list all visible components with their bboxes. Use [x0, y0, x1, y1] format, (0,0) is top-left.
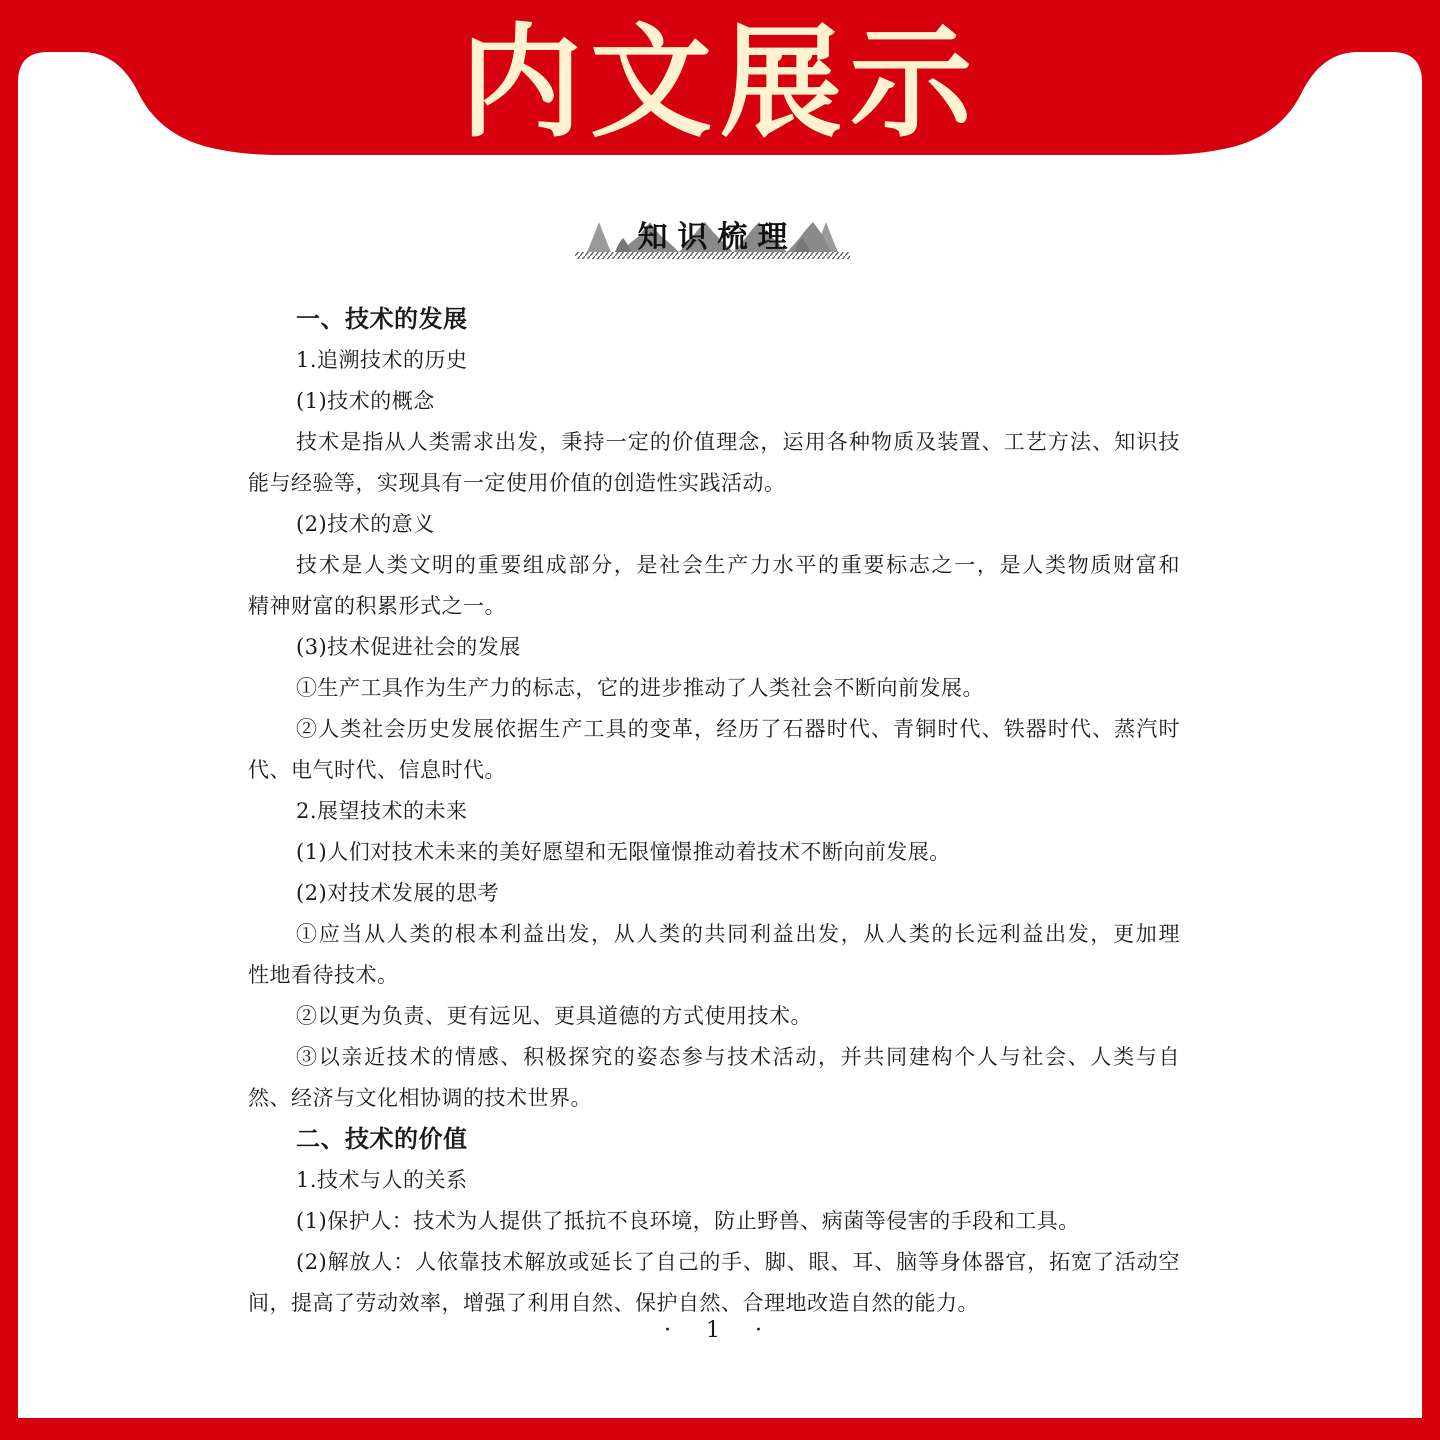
- paragraph-line: ②以更为负责、更有远见、更具道德的方式使用技术。: [296, 1004, 812, 1028]
- section-heading: [575, 208, 850, 270]
- subheading: (1)技术的概念: [296, 389, 435, 413]
- paragraph-line: 能与经验等，实现具有一定使用价值的创造性实践活动。: [248, 471, 786, 495]
- heading-tech-value: 二、技术的价值: [296, 1125, 468, 1153]
- paragraph-line: (1)保护人：技术为人提供了抵抗不良环境，防止野兽、病菌等侵害的手段和工具。: [296, 1209, 1080, 1233]
- paragraph-line: 性地看待技术。: [248, 963, 399, 987]
- paragraph-line: ①应当从人类的根本利益出发，从人类的共同利益出发，从人类的长远利益出发，更加理: [296, 922, 1180, 946]
- paragraph-line: 技术是人类文明的重要组成部分，是社会生产力水平的重要标志之一，是人类物质财富和: [296, 553, 1180, 577]
- document-body: [248, 299, 1180, 1324]
- subheading: 1.技术与人的关系: [296, 1168, 468, 1192]
- paragraph-line: 技术是指从人类需求出发，秉持一定的价值理念，运用各种物质及装置、工艺方法、知识技: [296, 430, 1180, 454]
- paragraph-line: 间，提高了劳动效率，增强了利用自然、保护自然、合理地改造自然的能力。: [248, 1291, 979, 1315]
- subheading: 1.追溯技术的历史: [296, 348, 468, 372]
- paragraph-line: ①生产工具作为生产力的标志，它的进步推动了人类社会不断向前发展。: [296, 676, 984, 700]
- paragraph-line: 然、经济与文化相协调的技术世界。: [248, 1086, 592, 1110]
- paragraph-line: ③以亲近技术的情感、积极探究的姿态参与技术活动，并共同建构个人与社会、人类与自: [296, 1045, 1180, 1069]
- page-number: · 1 ·: [664, 1318, 776, 1343]
- paragraph-line: (1)人们对技术未来的美好愿望和无限憧憬推动着技术不断向前发展。: [296, 840, 951, 864]
- section-heading-text: 知识梳理: [637, 220, 798, 255]
- subheading: 2.展望技术的未来: [296, 799, 468, 823]
- heading-tech-development: 一、技术的发展: [296, 305, 468, 333]
- subheading: (2)技术的意义: [296, 512, 435, 536]
- subheading: (3)技术促进社会的发展: [296, 635, 521, 659]
- paragraph-line: 代、电气时代、信息时代。: [248, 758, 506, 782]
- subheading: (2)对技术发展的思考: [296, 881, 500, 905]
- paragraph-line: 精神财富的积累形式之一。: [248, 594, 506, 618]
- banner-title: 内文展示: [460, 12, 980, 154]
- paragraph-line: (2)解放人：人依靠技术解放或延长了自己的手、脚、眼、耳、脑等身体器官，拓宽了活动空: [296, 1250, 1180, 1274]
- paragraph-line: ②人类社会历史发展依据生产工具的变革，经历了石器时代、青铜时代、铁器时代、蒸汽时: [296, 717, 1180, 741]
